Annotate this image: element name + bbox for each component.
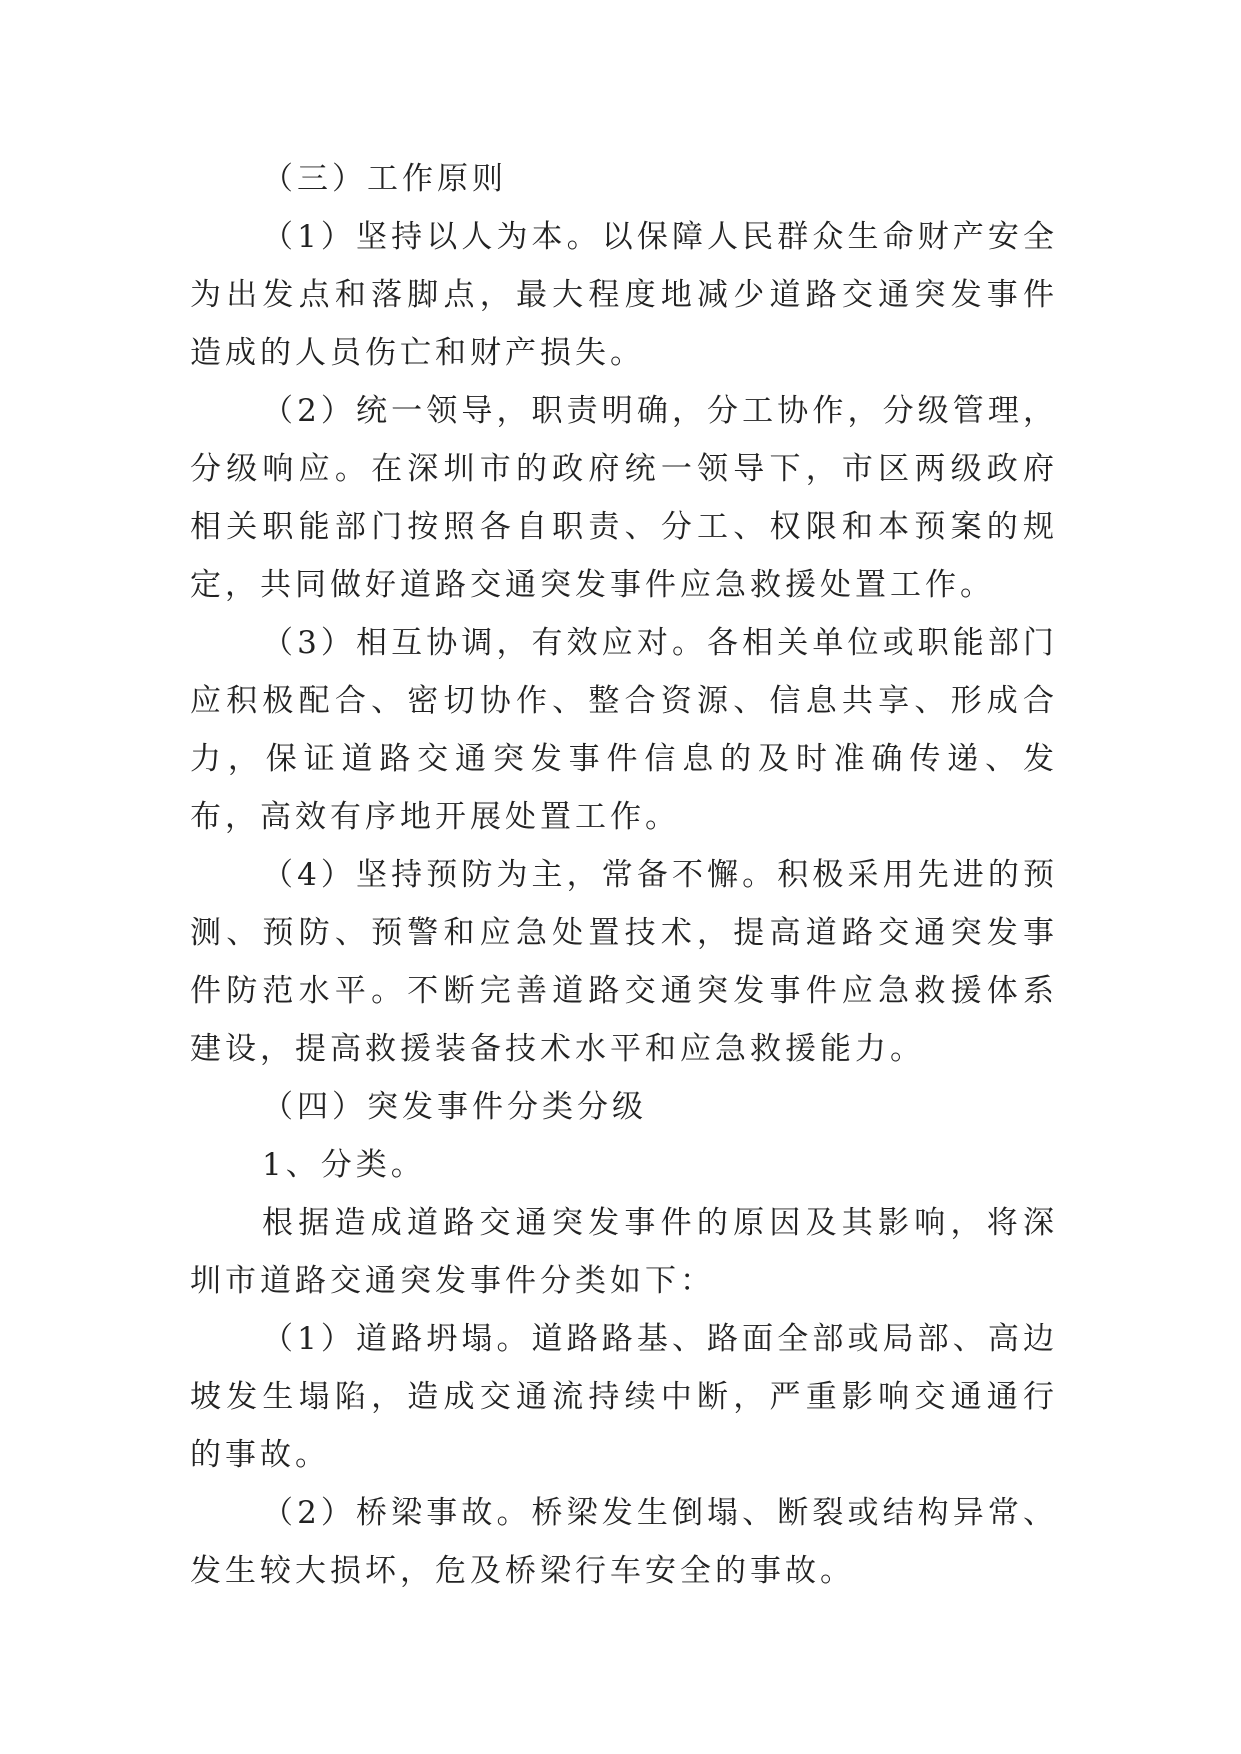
subheading-classification: 1、分类。 (262, 1147, 426, 1183)
paragraph-principle-3: （3）相互协调，有效应对。各相关单位或职能部门应积极配合、密切协作、整合资源、信息共享、形成合力，保证道路交通突发事件信息的及时准确传递、发布，高效有序地开展处置工作。 (190, 625, 1058, 835)
paragraph-principle-4: （4）坚持预防为主，常备不懈。积极采用先进的预测、预防、预警和应急处置技术，提高道路交通突发事件防范水平。不断完善道路交通突发事件应急救援体系建设，提高救援装备技术水平和应急救援能力。 (190, 857, 1058, 1067)
section-heading-principles: （三）工作原则 (262, 161, 507, 197)
paragraph-road-collapse: （1）道路坍塌。道路路基、路面全部或局部、高边坡发生塌陷，造成交通流持续中断，严重影响交通通行的事故。 (190, 1321, 1058, 1473)
section-heading-classification: （四）突发事件分类分级 (262, 1089, 647, 1125)
paragraph-bridge-accident: （2）桥梁事故。桥梁发生倒塌、断裂或结构异常、发生较大损坏，危及桥梁行车安全的事故。 (190, 1495, 1058, 1589)
document-body (190, 150, 1058, 1600)
paragraph-classification-intro: 根据造成道路交通突发事件的原因及其影响，将深圳市道路交通突发事件分类如下： (190, 1205, 1058, 1299)
paragraph-principle-1: （1）坚持以人为本。以保障人民群众生命财产安全为出发点和落脚点，最大程度地减少道路交通突发事件造成的人员伤亡和财产损失。 (190, 219, 1058, 371)
paragraph-principle-2: （2）统一领导，职责明确，分工协作，分级管理，分级响应。在深圳市的政府统一领导下，市区两级政府相关职能部门按照各自职责、分工、权限和本预案的规定，共同做好道路交通突发事件应急救援处置工作。 (190, 393, 1058, 603)
